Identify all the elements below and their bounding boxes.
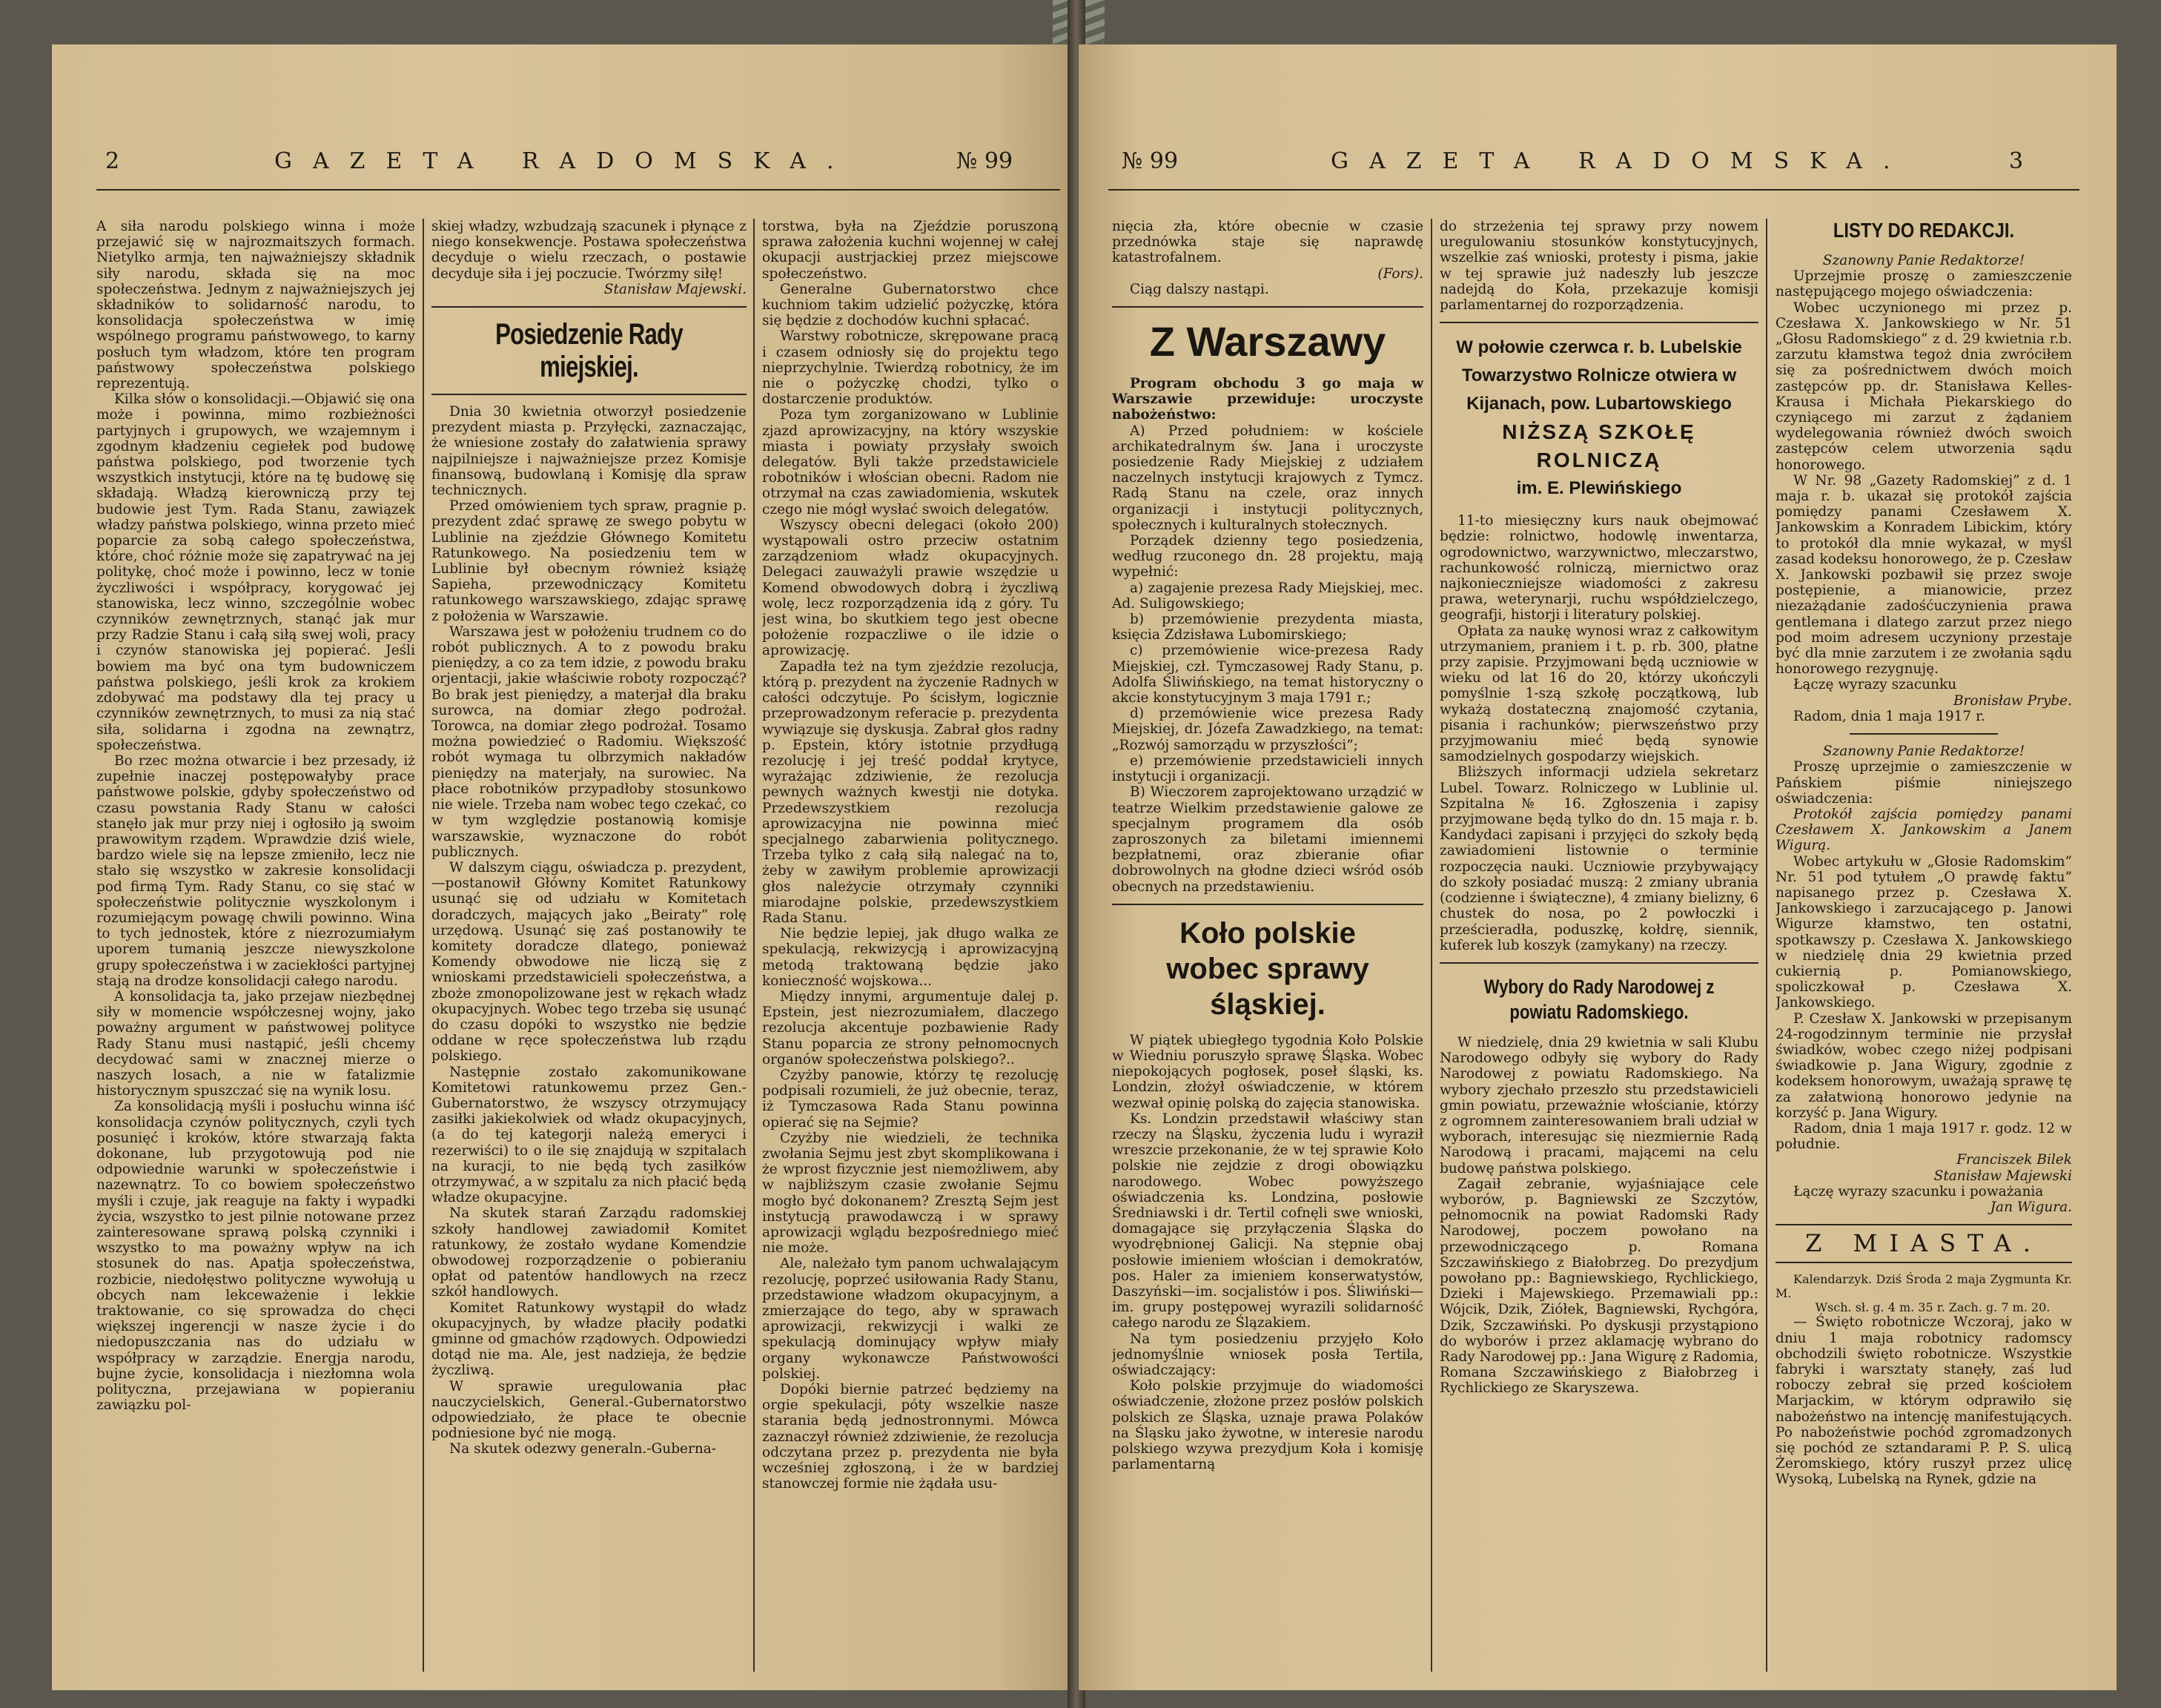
paragraph: Czyżby nie wiedzieli, że technika zwołania Sejmu jest zbyt skomplikowana i że wprost fizycznie jest niemożliwem, aby w najbliższym czasie zwołanie Sejmu mogło być dokonanem? Zresztą Sejm jest instytucją prawodawczą i w sprawy aprowizacji wglądu bezpośredniego mieć nie może. [762, 1130, 1059, 1257]
paragraph: Łączę wyrazy szacunku [1793, 677, 1957, 693]
paragraph: c) przemówienie wice-prezesa Rady Miejskiej, czł. Tymczasowej Rady Stanu, p. Adolfa Śliwińskiego, na temat historyczny o akcie konstytucyjnym 3 maja 1791 r.; [1112, 643, 1423, 706]
paragraph: Generalne Gubernatorstwo chce kuchniom takim udzielić pożyczkę, która się będzie z dochodów kuchni spłacać. [762, 281, 1059, 329]
paragraph: Za konsolidacją myśli i posłuchu winna iść konsolidacja czynów politycznych, czyli tych posunięć i kroków, które stwarzają fakta dokonane, lub przygotowują pod nie odpowiednie warunki w społeczeństwie i nazewnątrz. To co bowiem społeczeństwo myśli i czuje, jak reaguje na fakty i wypadki życia, wszystko to jest pilnie notowane przez zainteresowane sprawą polską czynniki i wszystko to ma poważny wpływ na ich stosunek do nas. Apatja społeczeństwa, rozbicie, niedołęstwo polityczne wywołują u obcych nam lekceważenie i lekkie traktowanie, co się sprowadza do chęci większej ingerencji w nasze życie i do niedopuszczania nas do udziału w współpracy w zarządzie. Energja narodu, bujne życie, konsolidacja i niezłomna wola polityczna, przejawiana w popieraniu zawiązku pol- [96, 1099, 415, 1414]
left-page-header [52, 148, 1071, 185]
article-headline: Posiedzenie Rady miejskiej. [495, 318, 683, 384]
paragraph: A) Przed południem: w kościele archikatedralnym św. Jana i uroczyste posiedzenie Rady Miejskiej z udziałem naczelnych instytucji krajowych z Tymcz. Radą Stanu na czele, oraz innych organizacji i instytucji politycznych, społecznych i kulturalnych stołecznych. [1112, 423, 1423, 533]
paragraph: Dopóki biernie patrzeć będziemy na orgie spekulacji, póty wszelkie nasze starania będą jednostronnymi. Mówca zaznaczył również zdziwienie, że rezolucja odczytana przez p. prezydenta nie była wcześniej zgłoszoną, i że w bardziej stanowczej formie nie żądała usu- [762, 1382, 1059, 1492]
paragraph: B) Wieczorem zaprojektowano urządzić w teatrze Wielkim przedstawienie galowe ze specjalnym programem dla osób zaproszonych za biletami imiennemi bezpłatnemi, oraz zbieranie ofiar dobrowolnych na głodne dzieci wśród osób obecnych na przedstawieniu. [1112, 784, 1423, 895]
paragraph: Porządek dzienny tego posiedzenia, według rzuconego dn. 28 projektu, mają wypełnić: [1112, 533, 1423, 580]
section-rule [431, 394, 747, 395]
paragraph: — Święto robotnicze Wczoraj, jako w dniu 1 maja robotnicy radomscy obchodzili święto robotnicze. Wszystkie fabryki i warsztaty stanęły, zaś lud roboczy zebrał się przed kościołem Marjackim, w którym odprawiło się nabożeństwo na intencję manifestujących. Po nabożeństwie pochód zgromadzonych się pochód ze sztandarami P. P. S. ulicą Żeromskiego, który ruszył przez ulicę Wysoką, Lubelską na Rynek, gdzie na [1776, 1314, 2072, 1488]
header-rule [1108, 189, 2079, 191]
paragraph: Między innymi, argumentuje dalej p. Epstein, jest niezrozumiałem, dlaczego rezolucja akcentuje pozbawienie Rady Stanu poparcia ze strony pełnomocnych organów społeczeństwa polskiego?.. [762, 988, 1059, 1068]
paragraph: Dnia 30 kwietnia otworzył posiedzenie prezydent miasta p. Przyłęcki, zaznaczając, że wniesione zostały do załatwienia sprawy najpilniejsze i najważniejsze przez Komisje finansową, budowlaną i Komisję dla spraw technicznych. [431, 404, 747, 499]
paragraph: Zapadła też na tym zjeździe rezolucja, którą p. prezydent na życzenie Radnych w całości odczytuje. Po ścisłym, logicznie przeprowadzonym referacie p. prezydenta wywiązuje się dyskusja. Zabrał głos radny p. Epstein, który istotnie przydługą rezolucję i jej treść poddał krytyce, wyrażając zdziwienie, że rezolucja pewnych ważnych kwestji nie dotyka. Przedewszystkiem rezolucja aprowizacyjna nie powinna mieć specjalnego zabarwienia politycznego. Trzeba tylko z całą siłą nalegać na to, żeby w zawiłym problemie aprowizacji głos należycie otrzymały czynniki miarodajne polskie, przedewszystkiem Rada Stanu. [762, 658, 1059, 926]
signature: Franciszek Bilek [1956, 1152, 2072, 1168]
column-divider [753, 219, 755, 1672]
headline-line: NIŻSZĄ SZKOŁĘ ROLNICZĄ [1502, 420, 1696, 472]
paragraph: W dalszym ciągu, oświadcza p. prezydent,—postanowił Główny Komitet Ratunkowy usunąć się od udziału w Komitetach doradczych, mających jako „Beiraty” rolę urzędową. Usunąć się zaś postanowiły te komitety doradcze dlatego, ponieważ Komendy obwodowe nie liczą się z wnioskami przedstawicieli społeczeństwa, a zboże zmonopolizowane jest w rękach władz okupacyjnych. Wobec tego trzeba się usunąć do czasu dopóki to wszystko nie będzie oddane w ręce społeczeństwa lub rządu polskiego. [431, 859, 747, 1065]
lead-paragraph: Program obchodu 3 go maja w Warszawie przewiduje: uroczyste nabożeństwo: [1112, 376, 1423, 423]
article-headline: Wybory do Rady Narodowej z powiatu Radomskiego. [1483, 975, 1715, 1023]
closing-line: Łączę wyrazy szacunku i poważania [1793, 1183, 2044, 1199]
paragraph: Radom, dnia 1 maja 1917 r. godz. 12 w południe. [1776, 1120, 2072, 1153]
paragraph: Protokół zajścia pomiędzy panami Czesławem X. Jankowskim a Janem Wigurą. [1776, 806, 2072, 854]
paragraph: W niedzielę, dnia 29 kwietnia w sali Klubu Narodowego odbyły się wybory do Rady Narodowej z powiatu Radomskiego. Na wybory zjechało przeszło stu przedstawicieli gmin powiatu, przeważnie włościanie, którzy z ogromnem zainteresowaniem brali udział w wyborach, interesując się niezmiernie Radą Narodową i pracami, mającemi na celu budowę państwa polskiego. [1440, 1034, 1758, 1176]
left-column-3 [762, 219, 1059, 1672]
headline-line: im. E. Plewińskiego [1516, 478, 1682, 499]
paragraph: Na tym posiedzeniu przyjęło Koło jednomyślnie wniosek posła Tertila, oświadczający: [1112, 1331, 1423, 1378]
paragraph: Wobec uczynionego mi przez p. Czesława X. Jankowskiego w Nr. 51 „Głosu Radomskiego” z d. 29 kwietnia r.b. zarzutu kłamstwa tegoż dnia zwróciłem się za pośrednictwem dwóch moich zastępców pp. dr. Stanisława Kelles-Krausa i Michała Piekarskiego do czyniącego mi zarzut z żądaniem wydelegowania również dwóch swoich zastępców celem utworzenia sądu honorowego. [1776, 299, 2072, 473]
signature: Stanisław Majewski [1933, 1168, 2072, 1184]
paragraph: A konsolidacja ta, jako przejaw niezbędnej siły w momencie współczesnej wojny, jako poważny argument w państwowej polityce Rady Stanu musi nastąpić, jeśli chcemy decydować sami w znacznej mierze o naszych losach, a nie w fatalizmie historycznym spuszczać się na wynik losu. [96, 988, 415, 1099]
signature: Stanisław Majewski. [603, 281, 747, 297]
author-signature: (Fors). [1377, 265, 1423, 282]
section-rule [1440, 322, 1758, 323]
issue-number: № 99 [1122, 148, 1179, 174]
paragraph: W piątek ubiegłego tygodnia Koło Polskie w Wiedniu poruszyło sprawę Śląska. Wobec niepokojących pogłosek, poseł śląski, ks. Londzin, złożył oświadczenie, w którem wezwał opinię polską do zajęcia stanowiska. [1112, 1032, 1423, 1111]
paragraph: Komitet Ratunkowy wystąpił do władz okupacyjnych, by władze płaciły podatki gminne od gmachów rządowych. Odpowiedzi dotąd nie ma. Ale, jest nadzieja, że będzie życzliwą. [431, 1300, 747, 1379]
section-headline: LISTY DO REDAKCJI. [1833, 219, 2015, 242]
paragraph: nięcia zła, które obecnie w czasie przednówka staje się naprawdę katastrofalnem. [1112, 219, 1423, 266]
header-rule [96, 189, 1060, 191]
left-column-2 [431, 219, 747, 1672]
section-rule [1440, 962, 1758, 964]
article-headline [1112, 916, 1423, 1022]
paragraph: Opłata za naukę wynosi wraz z całkowitym utrzymaniem, praniem i t. p. rb. 300, płatne przy zapisie. Przyjmowani będą uczniowie w wieku od lat 16 do 20, którzy ukończyli pomyślnie 1-szą szkołę początkową, lub wykażą dostateczną znajomość czytania, pisania i rachunków; pierwszeństwo przy przyjmowaniu mieć będą synowie samodzielnych gospodarzy wiejskich. [1440, 623, 1758, 765]
announcement-headline [1440, 334, 1758, 503]
left-column-1 [96, 219, 415, 1672]
paragraph: Kilka słów o konsolidacji.—Objawić się ona może i powinna, mimo rozbieżności partyjnych i grupowych, we wzajemnym i zgodnym kładzeniu cegiełek pod budowę państwa polskiego, pod tworzenie tych wszystkich instytucji, które na tę budowę się składają. Władzą kierowniczą przy tej budowie jest Tym. Rada Stanu, zawiązek władzy państwa polskiego, winna przeto mieć poparcie za sobą całego społeczeństwa, które, choć różnie może się zapatrywać na jej politykę, choć może i powinno, lecz w tonie życzliwości i współpracy, korygować jej stanowiska, lecz winno, szczególnie wobec czynników zewnętrznych, stanąć jak mur przy Radzie Stanu i całą siłą swej woli, pracy i czynów stanowiska jej popierać. Jeśli bowiem ma być ona tym budowniczem państwa polskiego, jeśli krok za krokiem zdobywać ma podstawy dla tej pracy u czynników zewnętrznych, to musi za nią stać siła, solidarna i zgodna na zewnątrz, społeczeństwa. [96, 391, 415, 753]
paragraph: W Nr. 98 „Gazety Radomskiej” z d. 1 maja r. b. ukazał się protokół zajścia pomiędzy panami Czesławem X. Jankowskim a Konradem Libickim, który to protokół dla mnie wykazał, w myśl zasad kodeksu honorowego, że p. Czesław X. Jankowski pozbawił się przez swoje postępienie, a mianowicie, przez niezażądanie zadośćuczynienia prawa gentlemana i dlatego zarzut przez niego pod moim adresem uczyniony przestaje być dla mnie zarzutem i ze zwołania sądu honorowego rezygnuję. [1776, 472, 2072, 678]
paragraph: 11-to miesięczny kurs nauk obejmować będzie: rolnictwo, hodowlę inwentarza, ogrodownictwo, warzywnictwo, mleczarstwo, rachunkowość rolniczą, miernictwo oraz najkonieczniejsze wiadomości z zakresu prawa, weterynarji, ruchu współdzielczego, geografji, historji i literatury polskiej. [1440, 513, 1758, 623]
right-page [1079, 44, 2117, 1690]
paragraph: Warstwy robotnicze, skrępowane pracą i czasem odniosły się do projektu tego nieprzychylnie. Twierdzą robotnicy, że im nie o pożyczkę chodzi, tylko o dostarczenie produktów. [762, 328, 1059, 408]
sun-times: Wsch. sł. g. 4 m. 35 r. Zach. g. 7 m. 20. [1815, 1300, 2051, 1315]
page-number: 2 [105, 148, 120, 174]
salutation: Szanowny Panie Redaktorze! [1822, 744, 2025, 760]
paragraph: Przed omówieniem tych spraw, pragnie p. prezydent zdać sprawę ze swego pobytu w Lublinie na zjeździe Głównego Komitetu Ratunkowego. Na posiedzeniu tem w Lublinie był obecnym również książę Sapieha, przewodniczący Komitetu ratunkowego warszawskiego, zdając sprawę z położenia w Warszawie. [431, 498, 747, 624]
calendar-note: Kalendarzyk. Dziś Środa 2 maja Zygmunta Kr. M. [1776, 1272, 2072, 1301]
paragraph: Wszyscy obecni delegaci (około 200) wystąpowali ostro przeciw ostatnim zarządzeniom władz okupacyjnych. Delegaci zauważyli prawie wszędzie u Komend obwodowych dobrą i życzliwą wolę, lecz rozporządzenia idą z góry. Tu jest wina, bo skutkiem tego jest obecne położenie rozpaczliwe o ile idzie o aprowizację. [762, 517, 1059, 659]
right-column-3 [1776, 219, 2072, 1672]
paragraph: Na skutek odezwy generaln.-Guberna- [449, 1441, 717, 1457]
paragraph: e) przemówienie przedstawicieli innych instytucji i organizacji. [1112, 752, 1423, 785]
paragraph: b) przemówienie prezydenta miasta, księcia Zdzisława Lubomirskiego; [1112, 612, 1423, 643]
signature: Bronisław Prybe. [1953, 692, 2072, 709]
paragraph: Bliższych informacji udziela sekretarz Lubel. Towarz. Rolniczego w Lublinie ul. Szpitalna № 16. Zgłoszenia i zapisy przyjmowane będą tylko do dn. 15 maja r. b. Kandydaci zapisani i przyjęci do szkoły będą zawiadomieni listownie o terminie rozpoczęcia nauki. Uczniowie przybywający do szkoły posiadać muszą: 2 zmiany ubrania (codzienne i świąteczne), 4 zmiany bielizny, 6 chustek do nosa, po 2 powłoczki i prześcieradła, poduszkę, kołdrę, siennik, kuferek lub koszyk (zamykany) na rzeczy. [1440, 764, 1758, 953]
paragraph: Uprzejmie proszę o zamieszczenie następującego mojego oświadczenia: [1776, 268, 2072, 300]
paragraph: A siła narodu polskiego winna i może przejawić się w najrozmaitszych formach. Nietylko armja, ten najważniejszy składnik siły narodu, składa się na moc społeczeństwa. Jednym z najważniejszych jej składników to solidarność narodu, to konsolidacja społeczeństwa w imię wspólnego programu państwowego, to karny posłuch tym władzom, które ten program państwowy społeczeństwa polskiego reprezentują. [96, 219, 415, 392]
paragraph: skiej władzy, wzbudzają szacunek i płynące z niego konsekwencje. Postawa społeczeństwa decyduje o wielu rzeczach, o postawie decyduje siła i jej poczucie. Twórzmy siłę! [431, 219, 747, 282]
section-rule [1112, 306, 1423, 308]
paragraph: Następnie zostało zakomunikowane Komitetowi ratunkowemu przez Gen.-Gubernatorstwo, że wszyscy otrzymujący zasiłki jakiekolwiek od władz okupacyjnych, (a do tej kategorji należą emeryci i rezerwiści) to o ile się znajdują w szpitalach na kuracji, to nie będą tych zasiłków otrzymywać, a w szpitalu za nich płacić będą władze okupacyjne. [431, 1064, 747, 1206]
paragraph: Nie będzie lepiej, jak długo walka ze spekulacją, rekwizycją i aprowizacyjną metodą traktowaną będzie jako konieczność wojskowa... [762, 926, 1059, 989]
continued-note: Ciąg dalszy nastąpi. [1130, 281, 1269, 297]
paragraph: Koło polskie przyjmuje do wiadomości oświadczenie, złożone przez posłów polskich polskich ze Śląska, uznaje prawa Polaków na Śląsku jako żywotne, w interesie narodu polskiego wzywa prezydjum Koła i komisję parlamentarną [1112, 1378, 1423, 1473]
headline-line: wobec sprawy śląskiej. [1166, 952, 1369, 1021]
right-column-1 [1112, 219, 1423, 1672]
paragraph: a) zagajenie prezesa Rady Miejskiej, mec. Ad. Suligowskiego; [1112, 580, 1423, 612]
article-headline: Z Warszawy [1149, 318, 1386, 365]
paragraph: d) przemówienie wice prezesa Rady Miejskiej, dr. Józefa Zawadzkiego, na temat: „Rozwój samorządu w przyszłości”; [1112, 706, 1423, 753]
paragraph: Zagaił zebranie, wyjaśniające cele wyborów, p. Bagniewski ze Szczytów, pełnomocnik na powiat Radomski Rady Narodowej, poczem powołano na przewodniczącego p. Romana Szczawińskiego z Białobrzeg. Do prezydjum powołano pp.: Bagniewskiego, Rychlickiego, Dzieki i Majewskiego. Przemawiali pp.: Wójcik, Dzik, Ziółek, Bagniewski, Rychgóra, Dzik, Szczawiński. Po dyskusji przystąpiono do wyborów i przez aklamację wybrano do Rady Narodowej pp.: Jana Wigurę z Radomia, Romana Szczawińskiego z Białobrzeg i Rychlickiego ze Skaryszewa. [1440, 1176, 1758, 1397]
section-rule [1112, 904, 1423, 905]
paragraph: do strzeżenia tej sprawy przy nowem uregulowaniu stosunków konstytucyjnych, wszelkie zaś wnioski, protesty i pisma, jakie w tej sprawie już nadeszły lub jeszcze nadejdą do Koła, przekazuje komisji parlamentarnej do rozporządzenia. [1440, 219, 1758, 314]
right-page-header [1079, 148, 2117, 185]
section-headline: Z MIASTA. [1805, 1229, 2042, 1258]
salutation: Szanowny Panie Redaktorze! [1822, 253, 2025, 268]
paragraph: Warszawa jest w położeniu trudnem co do robót publicznych. A to z powodu braku pieniędzy, a co za tem idzie, z powodu braku orjentacji, jakie właściwie roboty rozpocząć? Bo brak jest pieniędzy, a materjał dla braku surowca, na domiar złego podrożał. Torowca, na domiar złego podrożał. Tosamo można powiedzieć o Radomiu. Większość robót wymaga tu olbrzymich nakładów pieniędzy na materjały, na surowiec. Na płace robotników przypadłoby stosunkowo nie wiele. Trzeba nam wobec tego czekać, co w tym względzie postanowią komisje warszawskie, wyznaczone do robót publicznych. [431, 623, 747, 860]
date-line: Radom, dnia 1 maja 1917 r. [1793, 708, 1985, 724]
paragraph: Wobec artykułu w „Głosie Radomskim” Nr. 51 pod tytułem „O prawdę faktu” napisanego przez p. Czesława X. Jankowskiego i zarzucającego p. Janowi Wigurze kłamstwo, ten ostatni, spotkawszy p. Czesława X. Jankowskiego w niedzielę dnia 29 kwietnia przed cukiernią p. Pomianowskiego, spoliczkował p. Czesława X. Jankowskiego. [1776, 853, 2072, 1011]
paragraph: Na skutek starań Zarządu radomskiej szkoły handlowej zawiadomił Komitet ratunkowy, że zostało wydane Komendzie obwodowej rozporządzenie o pobieraniu opłat od patentów handlowych na rzecz szkół handlowych. [431, 1205, 747, 1300]
masthead: GAZETA RADOMSKA. [1331, 148, 1911, 174]
paragraph: W sprawie uregulowania płac nauczycielskich, General.-Gubernatorstwo odpowiedziało, że płace te obecnie podniesione być nie mogą. [431, 1378, 747, 1442]
headline-line: Koło polskie [1179, 916, 1356, 950]
paragraph: Poza tym zorganizowano w Lublinie zjazd aprowizacyjny, na który wszyskie miasta i powiaty przysłały swoich delegatów. Byli także przedstawiciele robotników i włościan obecni. Radom nie otrzymał na czas zawiadomienia, wskutek czego nie mógł wysłać swoich delegatów. [762, 407, 1059, 517]
paragraph: Ale, należało tym panom uchwalającym rezolucję, poprzeć usiłowania Rady Stanu, przedstawione władzom okupacyjnym, a zmierzające do tego, aby w sprawach aprowizacji, rekwizycji i walki ze spekulacją dominujący wpływ miały organy wykonawcze Państwowości polskiej. [762, 1256, 1059, 1382]
section-rule [1850, 733, 1998, 735]
column-divider [1766, 219, 1767, 1672]
masthead: GAZETA RADOMSKA. [274, 148, 855, 174]
section-rule [1776, 1262, 2072, 1263]
signature: Jan Wigura. [1990, 1199, 2072, 1215]
column-divider [1431, 219, 1432, 1672]
headline-line: Kijanach, pow. Lubartowskiego [1466, 394, 1732, 414]
right-column-2 [1440, 219, 1758, 1672]
paragraph: Proszę uprzejmie o zamieszczenie w Pańskiem piśmie niniejszego oświadczenia: [1776, 759, 2072, 807]
left-page [52, 44, 1071, 1690]
issue-number: № 99 [956, 148, 1013, 174]
paragraph: P. Czesław X. Jankowski w przepisanym 24-rogodzinnym terminie nie przysłał świadków, wobec czego niżej podpisani świadkowie p. Jana Wigury, zgodnie z kodeksem honorowym, uważają sprawę tę za załatwioną honorowo jedynie na korzyść p. Jana Wigury. [1776, 1010, 2072, 1121]
page-number: 3 [2009, 148, 2024, 174]
paragraph: Czyżby panowie, którzy tę rezolucję podpisali rozumieli, że już obecnie, teraz, iż Tymczasowa Rada Stanu powinna opierać się na Sejmie? [762, 1067, 1059, 1131]
headline-line: Towarzystwo Rolnicze otwiera w [1461, 365, 1737, 386]
paragraph: Ks. Londzin przedstawił właściwy stan rzeczy na Śląsku, życzenia ludu i wyraził wreszcie przekonanie, że w tej sprawie Koło polskie nie zejdzie z drogi obowiązku narodowego. Wobec powyższego oświadczenia ks. Londzina, posłowie Średniawski i dr. Tertil cofnęli swe wnioski, domagające się przyłączenia Śląska do wyodrębnionej Galicji. Na stępnie obaj posłowie imieniem włościan i demokratów, pos. Haler za imieniem konserwatystów, Daszyński—im. socjalistów i pos. Śliwiński—im. grupy postępowej wyrazili solidarność całego narodu ze Ślązakiem. [1112, 1110, 1423, 1331]
section-rule [431, 306, 747, 308]
section-rule [1776, 1224, 2072, 1225]
headline-line: W połowie czerwca r. b. Lubelskie [1456, 337, 1742, 358]
column-divider [423, 219, 424, 1672]
paragraph: Bo rzec można otwarcie i bez przesady, iż zupełnie inaczej postępowałyby prace państwowe polskie, gdyby społeczeństwo od czasu powstania Rady Stanu w całości stanęło jak mur przy niej i ogłosiło ją swoim prawowitym rządem. Wprawdzie dziś wiele, bardzo wiele się na lepsze zmieniło, lecz nie stało się wszystko w zakresie konsolidacji pod firmą Tym. Rady Stanu, co się stać w społeczeństwie politycznie wyszkolonym i rozumiejącym powagę chwili powinno. Wina to tych jednostek, które z niezrozumiałym uporem tumanią jeszcze niewyszkolone grupy społeczeństwa i w zaciekłości partyjnej stają na drodze konsolidacji całego narodu. [96, 752, 415, 989]
paragraph: torstwa, była na Zjeździe poruszoną sprawa założenia kuchni wojennej w całej okupacji austrjackiej przez miejscowe społeczeństwo. [762, 219, 1059, 282]
